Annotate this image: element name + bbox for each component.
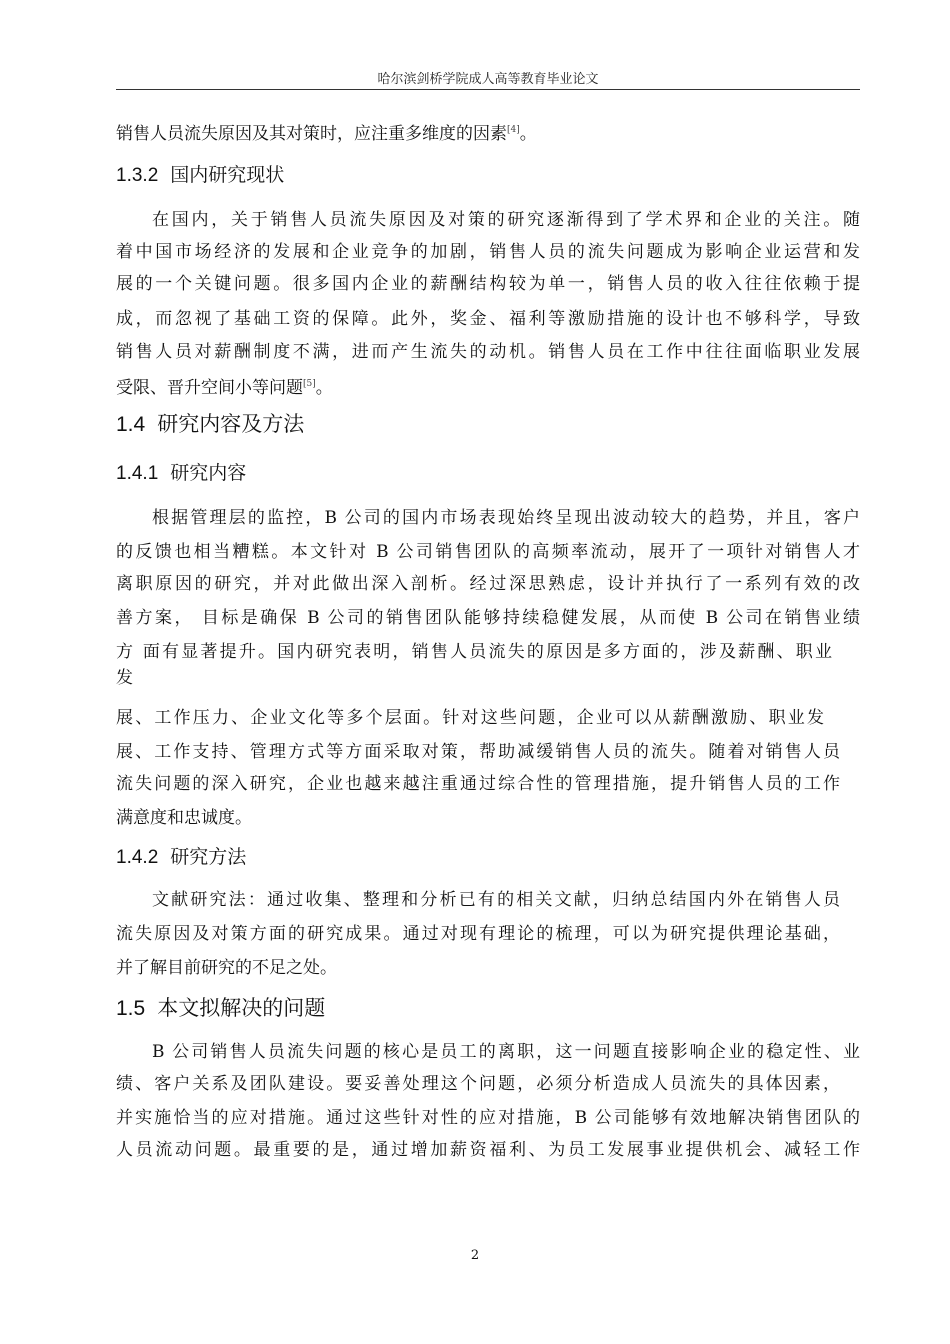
paragraph-line: 展、工作压力、企业文化等多个层面。针对这些问题，企业可以从薪酬激励、职业发: [116, 708, 824, 728]
paragraph-line: 根据管理层的监控，B 公司的国内市场表现始终呈现出波动较大的趋势，并且，客户: [152, 508, 860, 528]
paragraph-line: 销售人员流失原因及其对策时，应注重多维度的因素[4]。: [116, 124, 537, 144]
paragraph-line: 流失问题的深入研究，企业也越来越注重通过综合性的管理措施，提升销售人员的工作: [116, 774, 840, 794]
paragraph-line: 离职原因的研究，并对此做出深入剖析。经过深思熟虑，设计并执行了一系列有效的改: [116, 574, 860, 594]
paragraph-line: 人员流动问题。最重要的是，通过增加薪资福利、为员工发展事业提供机会、减轻工作: [116, 1140, 860, 1160]
paragraph-line: 文献研究法：通过收集、整理和分析已有的相关文献，归纳总结国内外在销售人员: [152, 890, 840, 910]
paragraph-line: 展的一个关键问题。很多国内企业的薪酬结构较为单一，销售人员的收入往往依赖于提: [116, 274, 860, 294]
paragraph-line: 在国内，关于销售人员流失原因及对策的研究逐渐得到了学术界和企业的关注。随: [152, 210, 860, 230]
paragraph-line: 销售人员对薪酬制度不满，进而产生流失的动机。销售人员在工作中往往面临职业发展: [116, 342, 860, 362]
page-number: 2: [470, 1248, 480, 1263]
section-heading-1-3-2: 1.3.2 国内研究现状: [116, 164, 285, 186]
paragraph-line: 受限、晋升空间小等问题[5]。: [116, 378, 333, 398]
citation-ref: [5]: [303, 379, 316, 389]
citation-ref: [4]: [507, 125, 520, 135]
section-heading-1-4: 1.4 研究内容及方法: [116, 412, 305, 436]
paragraph-line: 满意度和忠诚度。: [116, 808, 252, 828]
paragraph-line: 成，而忽视了基础工资的保障。此外，奖金、福利等激励措施的设计也不够科学，导致: [116, 309, 860, 329]
paragraph-line: 发: [116, 668, 133, 688]
paragraph-line: 并实施恰当的应对措施。通过这些针对性的应对措施，B 公司能够有效地解决销售团队的: [116, 1108, 860, 1128]
section-heading-1-4-2: 1.4.2 研究方法: [116, 846, 247, 868]
header-rule: [116, 89, 860, 90]
paragraph-line: 绩、客户关系及团队建设。要妥善处理这个问题，必须分析造成人员流失的具体因素，: [116, 1074, 840, 1094]
section-heading-1-4-1: 1.4.1 研究内容: [116, 462, 247, 484]
paragraph-line: 展、工作支持、管理方式等方面采取对策，帮助减缓销售人员的流失。随着对销售人员: [116, 742, 840, 762]
paragraph-line: B 公司销售人员流失问题的核心是员工的离职，这一问题直接影响企业的稳定性、业: [152, 1042, 860, 1062]
paragraph-line: 着中国市场经济的发展和企业竞争的加剧，销售人员的流失问题成为影响企业运营和发: [116, 242, 860, 262]
section-heading-1-5: 1.5 本文拟解决的问题: [116, 996, 326, 1020]
paragraph-line: 流失原因及对策方面的研究成果。通过对现有理论的梳理，可以为研究提供理论基础，: [116, 924, 840, 944]
paragraph-line: 善方案， 目标是确保 B 公司的销售团队能够持续稳健发展，从而使 B 公司在销售业绩: [116, 608, 860, 628]
paragraph-line: 方 面有显著提升。国内研究表明，销售人员流失的原因是多方面的，涉及薪酬、职业: [116, 642, 832, 662]
running-header: 哈尔滨剑桥学院成人高等教育毕业论文: [377, 72, 599, 87]
paragraph-line: 并了解目前研究的不足之处。: [116, 958, 337, 978]
paragraph-line: 的反馈也相当糟糕。本文针对 B 公司销售团队的高频率流动，展开了一项针对销售人才: [116, 542, 860, 562]
